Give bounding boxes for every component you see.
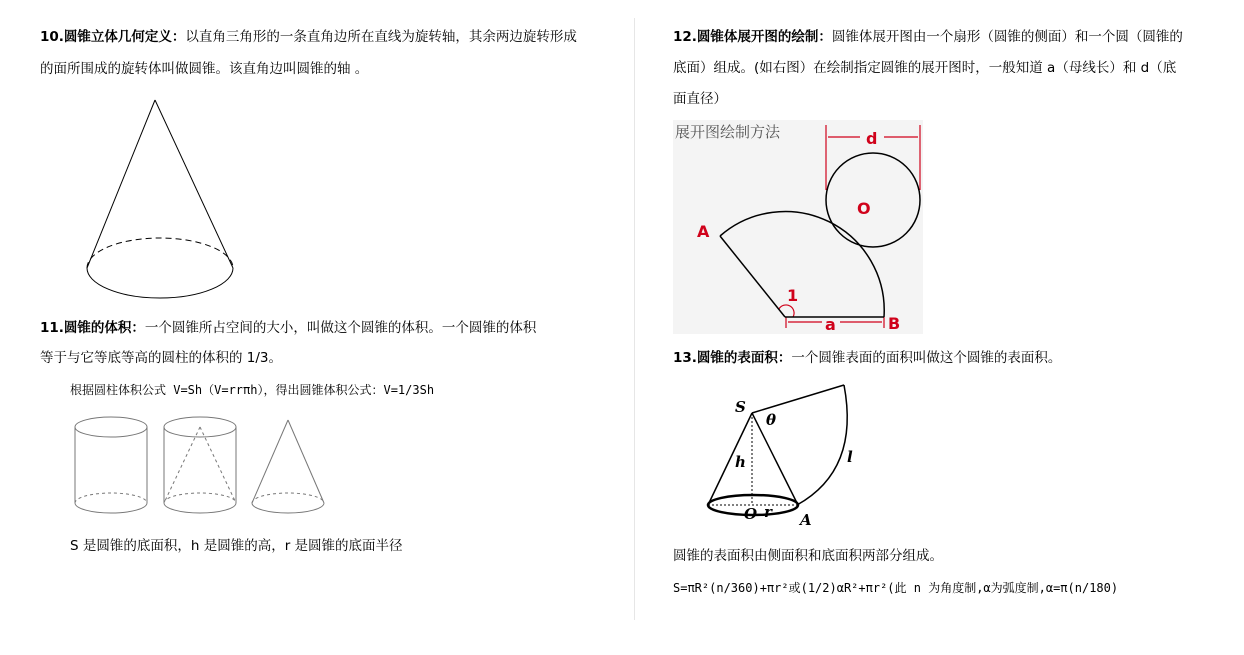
label-l: l	[847, 448, 853, 466]
label-angle-1: 1	[787, 286, 799, 305]
section-12-line-1	[673, 27, 1183, 47]
figure-caption: 展开图绘制方法	[675, 123, 781, 141]
section-12-title: 12.圆锥体展开图的绘制：	[673, 29, 832, 45]
label-s: S	[735, 398, 746, 416]
section-13-line-1	[673, 348, 1061, 368]
label-theta: θ	[766, 411, 777, 429]
label-r: r	[764, 503, 772, 521]
section-13-title: 13.圆锥的表面积：	[673, 350, 792, 366]
surface-area-formula: S=πR²(n/360)+πr²或(1/2)αR²+πr²(此 n 为角度制,α为弧度制,α=π(n/180)	[673, 581, 1119, 595]
section-11-line-2: 等于与它等底等高的圆柱的体积的 1/3。	[40, 350, 283, 366]
section-11-line-4: S 是圆锥的底面积，h 是圆锥的高，r 是圆锥的底面半径	[70, 538, 403, 554]
label-a: a	[825, 315, 836, 334]
section-10-text: 以直角三角形的一条直角边所在直线为旋转轴，其余两边旋转形成	[185, 29, 577, 45]
section-10-title: 10.圆锥立体几何定义：	[40, 29, 186, 45]
column-divider	[634, 18, 635, 620]
section-12-text: 圆锥体展开图由一个扇形（圆锥的侧面）和一个圆（圆锥的	[831, 29, 1183, 45]
label-point-b: B	[888, 314, 901, 333]
label-h: h	[735, 453, 746, 471]
section-10-line-1	[40, 27, 577, 47]
label-o: O	[744, 505, 758, 523]
label-d: d	[866, 129, 878, 148]
section-13-text: 一个圆锥表面的面积叫做这个圆锥的表面积。	[791, 350, 1062, 366]
section-12-line-3: 面直径）	[673, 91, 727, 107]
section-11-line-1	[40, 318, 536, 338]
section-12-line-2: 底面）组成。(如右图）在绘制指定圆锥的展开图时，一般知道 a（母线长）和 d（底	[673, 60, 1177, 76]
section-10-line-2: 的面所围成的旋转体叫做圆锥。该直角边叫圆锥的轴 。	[40, 61, 369, 77]
label-o: O	[857, 199, 871, 218]
section-13-line-2: 圆锥的表面积由侧面积和底面积两部分组成。	[673, 548, 943, 564]
section-11-line-3: 根据圆柱体积公式 V=Sh（V=rrπh），得出圆锥体积公式：V=1/3Sh	[70, 383, 435, 397]
label-a: A	[800, 511, 812, 529]
section-11-text: 一个圆锥所占空间的大小，叫做这个圆锥的体积。一个圆锥的体积	[144, 320, 537, 336]
label-point-a: A	[697, 222, 710, 241]
section-11-title: 11.圆锥的体积：	[40, 320, 145, 336]
